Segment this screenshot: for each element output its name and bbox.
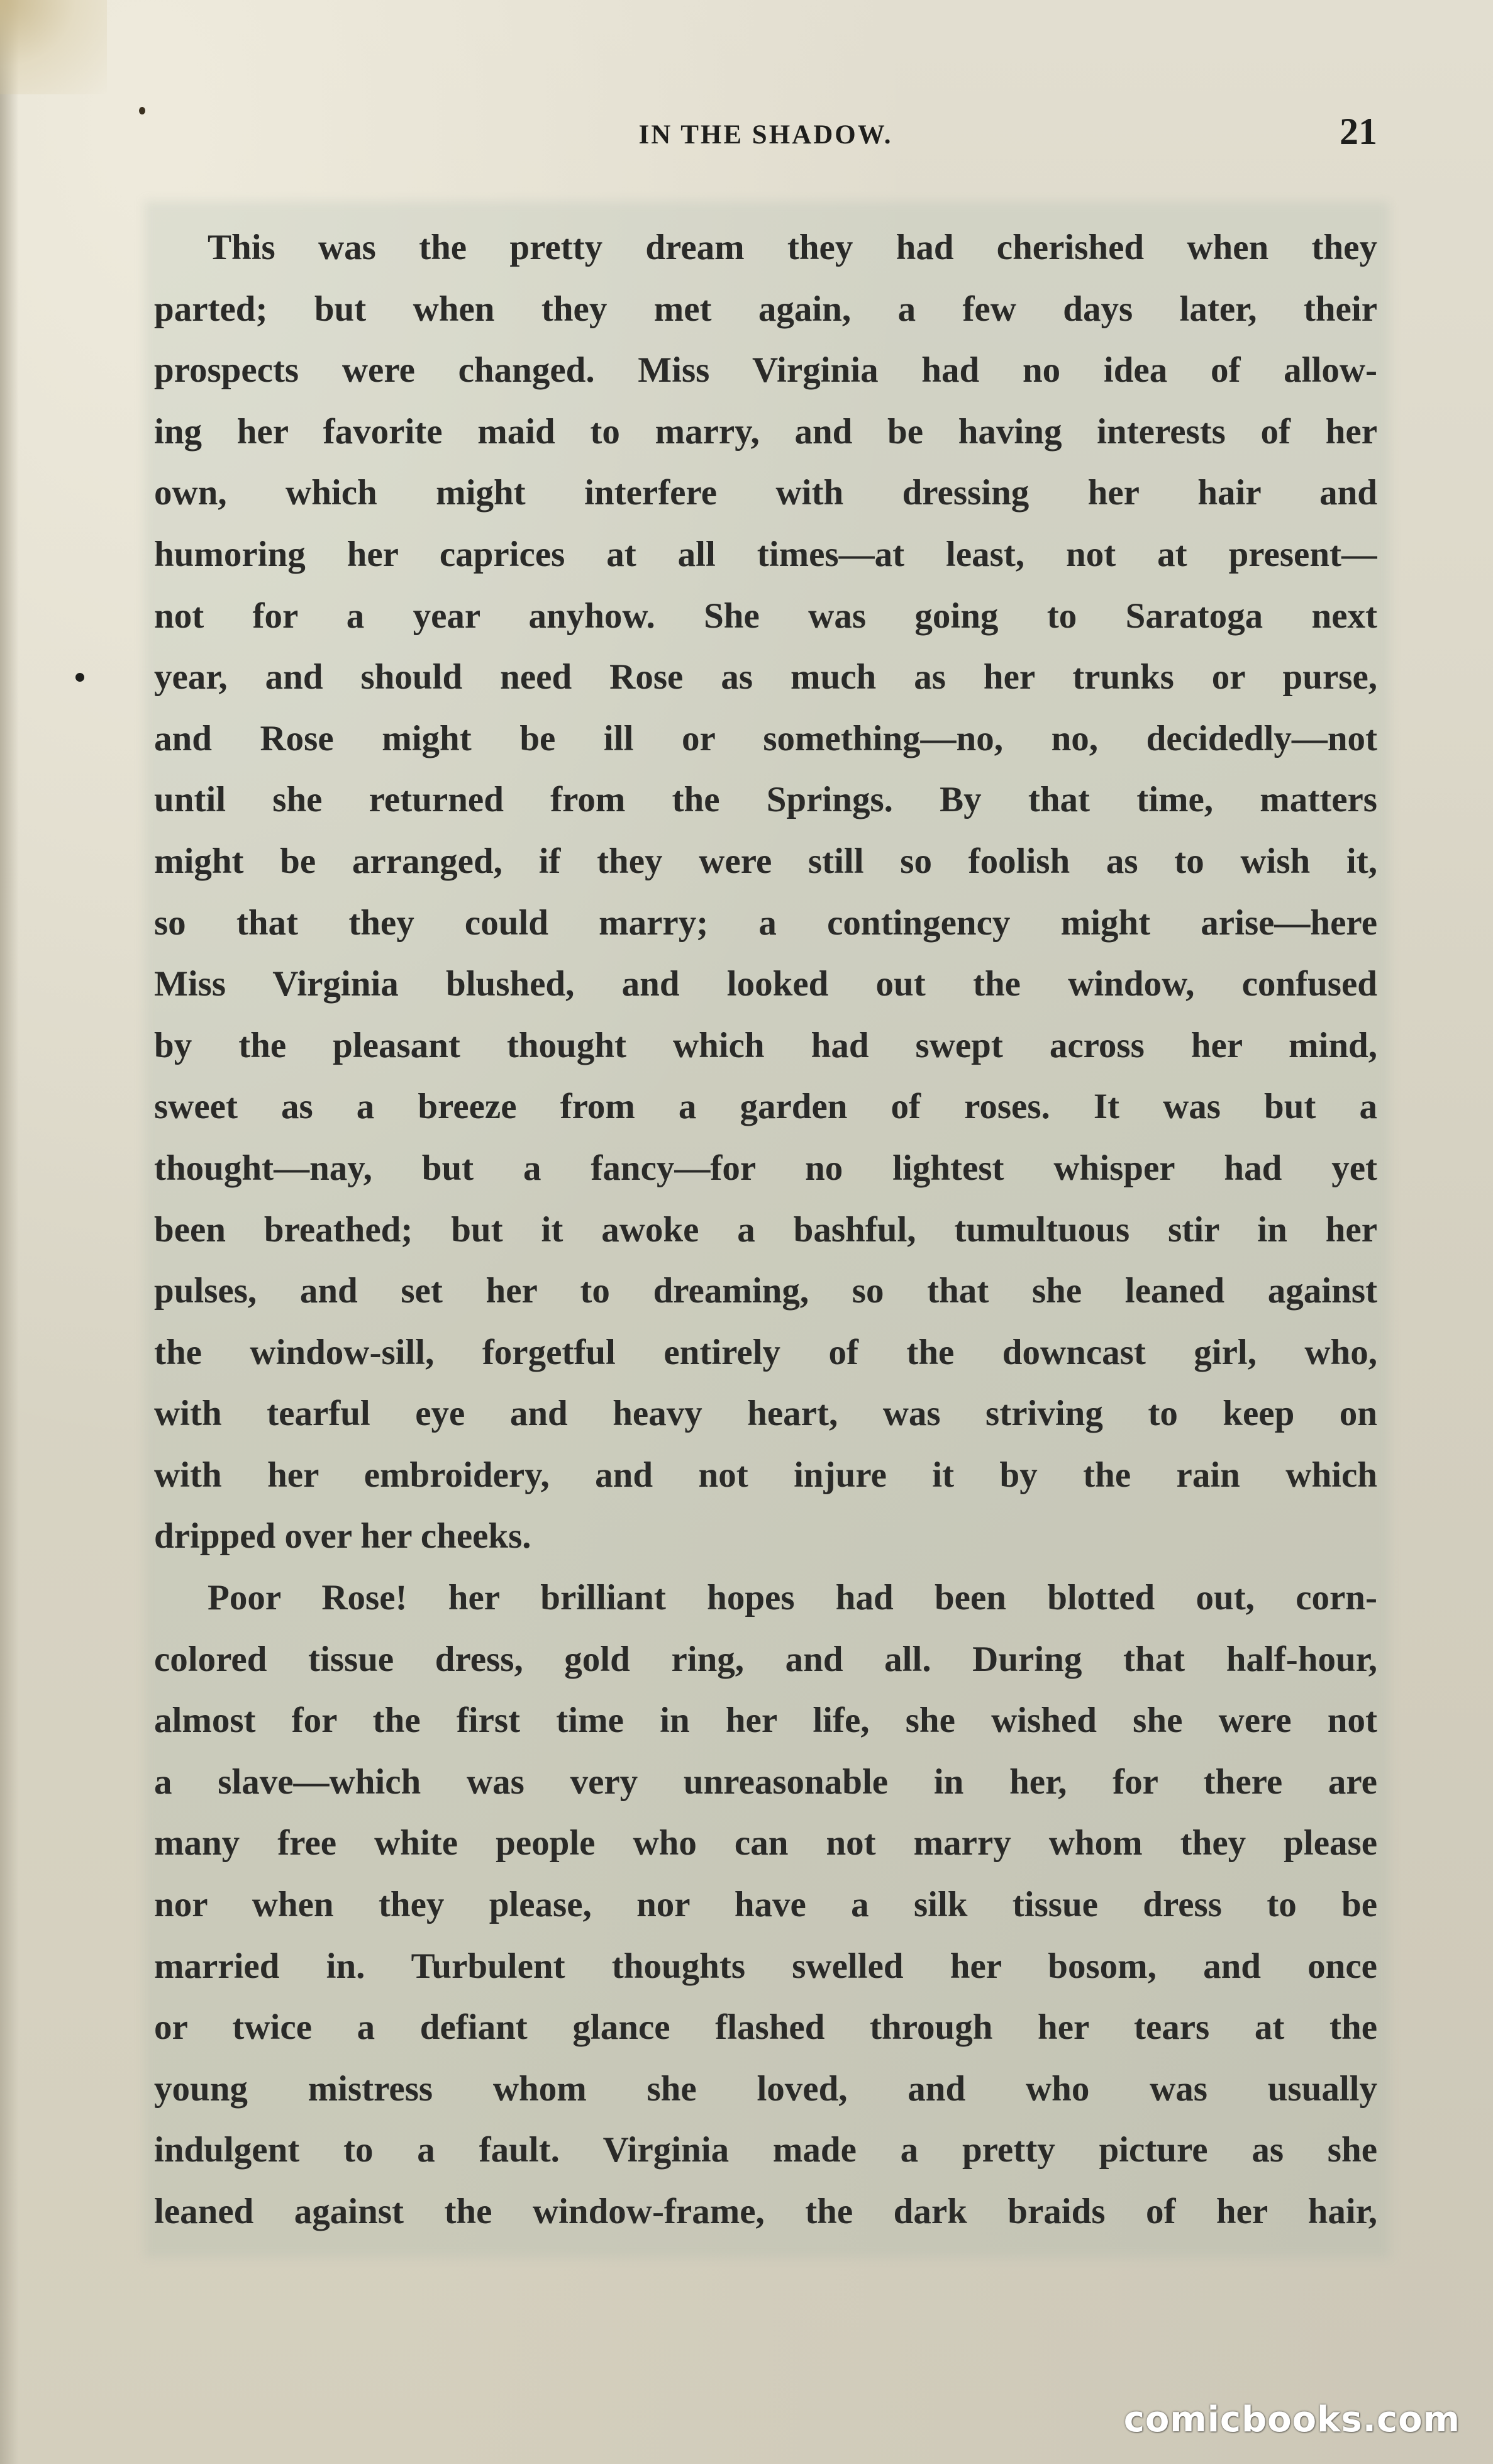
text-line: by the pleasant thought which had swept across her mind, — [154, 1025, 1377, 1065]
text-line: might be arranged, if they were still so foolish as to wish it, — [154, 841, 1377, 881]
text-line: sweet as a breeze from a garden of roses. It was but a — [154, 1087, 1377, 1127]
body-text — [154, 217, 1377, 2243]
text-line: Poor Rose! her brilliant hopes had been blotted out, corn- — [208, 1578, 1377, 1618]
text-line: a slave—which was very unreasonable in her, for there are — [154, 1762, 1377, 1802]
text-line: young mistress whom she loved, and who was usually — [154, 2068, 1377, 2109]
paragraph-2 — [154, 1567, 1377, 2243]
corner-stain — [0, 0, 107, 94]
text-line: so that they could marry; a contingency might arise—here — [154, 902, 1377, 943]
text-line: thought—nay, but a fancy—for no lightest whisper had yet — [154, 1148, 1377, 1188]
text-line: with tearful eye and heavy heart, was striving to keep on — [154, 1394, 1377, 1434]
text-line: Miss Virginia blushed, and looked out the window, confused — [154, 964, 1377, 1004]
watermark-text: comicbooks.com — [1123, 2399, 1460, 2440]
page-number: 21 — [1340, 111, 1377, 152]
text-line: This was the pretty dream they had cherished when they — [208, 228, 1377, 267]
ink-speck — [75, 673, 84, 682]
text-line: year, and should need Rose as much as her trunks or purse, — [154, 657, 1377, 697]
text-line: colored tissue dress, gold ring, and all. During that half-hour, — [154, 1639, 1377, 1679]
text-line: prospects were changed. Miss Virginia had no idea of allow- — [154, 350, 1377, 391]
text-line: been breathed; but it awoke a bashful, tumultuous stir in her — [154, 1209, 1377, 1250]
text-line: ing her favorite maid to marry, and be having interests of her — [154, 411, 1377, 452]
page-header — [154, 113, 1377, 164]
text-line: many free white people who can not marry whom they please — [154, 1823, 1377, 1863]
ink-speck — [139, 107, 145, 114]
text-line: leaned against the window-frame, the dark braids of her hair, — [154, 2192, 1377, 2231]
text-line: dripped over her cheeks. — [154, 1516, 531, 1557]
text-line: or twice a defiant glance flashed through her tears at the — [154, 2007, 1377, 2048]
text-line: with her embroidery, and not injure it by the rain which — [154, 1455, 1377, 1495]
text-line: pulses, and set her to dreaming, so that she leaned against — [154, 1271, 1377, 1311]
text-line: not for a year anyhow. She was going to Saratoga next — [154, 596, 1377, 636]
text-line: married in. Turbulent thoughts swelled her bosom, and once — [154, 1946, 1377, 1986]
text-line: the window-sill, forgetful entirely of the downcast girl, who, — [154, 1332, 1377, 1372]
text-line: own, which might interfere with dressing her hair and — [154, 473, 1377, 513]
text-line: indulgent to a fault. Virginia made a pretty picture as she — [154, 2130, 1377, 2170]
text-line: humoring her caprices at all times—at least, not at present— — [154, 534, 1377, 574]
text-line: parted; but when they met again, a few days later, their — [154, 289, 1377, 329]
page-edge-shadow — [0, 0, 19, 2464]
text-line: and Rose might be ill or something—no, no, decidedly—not — [154, 718, 1377, 758]
text-line: until she returned from the Springs. By that time, matters — [154, 780, 1377, 820]
running-head: IN THE SHADOW. — [638, 120, 893, 150]
text-line: almost for the first time in her life, she wished she were not — [154, 1701, 1377, 1741]
paragraph-1 — [154, 217, 1377, 1567]
text-line: nor when they please, nor have a silk tissue dress to be — [154, 1885, 1377, 1925]
